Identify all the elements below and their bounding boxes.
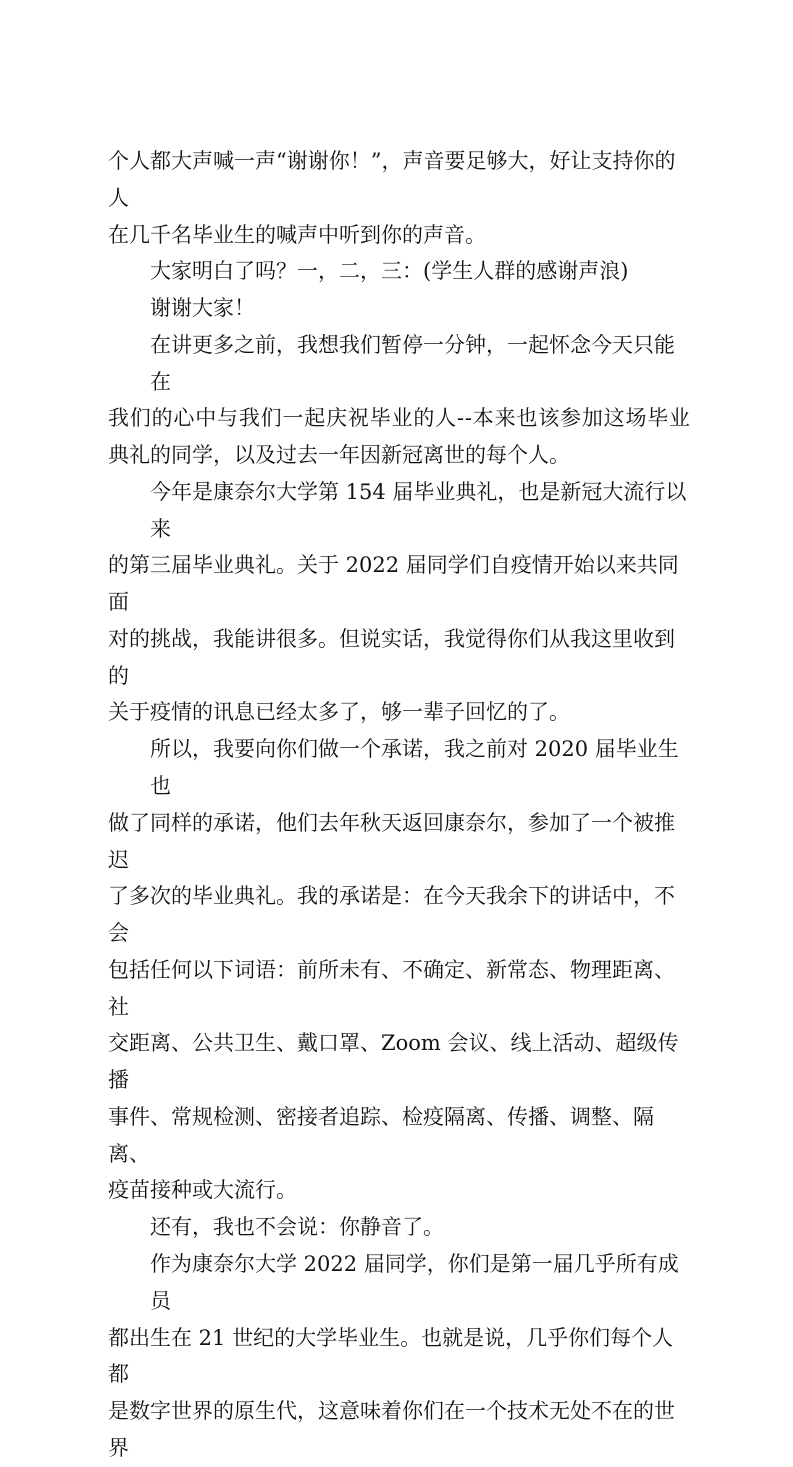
text-line: 所以，我要向你们做一个承诺，我之前对 2020 届毕业生也	[150, 737, 679, 799]
text-line: 今年是康奈尔大学第 154 届毕业典礼，也是新冠大流行以来	[150, 479, 687, 541]
document-page	[108, 143, 690, 1467]
text-line: 做了同样的承诺，他们去年秋天返回康奈尔，参加了一个被推迟	[108, 810, 675, 872]
text-line: 事件、常规检测、密接者追踪、检疫隔离、传播、调整、隔离、	[108, 1104, 654, 1166]
text-line: 作为康奈尔大学 2022 届同学，你们是第一届几乎所有成员	[150, 1251, 679, 1313]
text-line: 典礼的同学，以及过去一年因新冠离世的每个人。	[108, 443, 570, 468]
text-line: 个人都大声喊一声“谢谢你！”，声音要足够大，好让支持你的人	[108, 149, 676, 210]
text-line: 疫苗接种或大流行。	[108, 1178, 297, 1203]
text-line: 都出生在 21 世纪的大学毕业生。也就是说，几乎你们每个人都	[108, 1325, 674, 1387]
text-line: 包括任何以下词语：前所未有、不确定、新常态、物理距离、社	[108, 957, 675, 1019]
text-line: 是数字世界的原生代，这意味着你们在一个技术无处不在的世界	[108, 1399, 675, 1460]
text-line: 交距离、公共卫生、戴口罩、Zoom 会议、线上活动、超级传播	[108, 1031, 679, 1093]
text-line: 谢谢大家！	[150, 296, 255, 321]
text-line: 了多次的毕业典礼。我的承诺是：在今天我余下的讲话中，不会	[108, 884, 675, 946]
text-line: 关于疫情的讯息已经太多了，够一辈子回忆的了。	[108, 700, 570, 725]
text-line: 在讲更多之前，我想我们暂停一分钟，一起怀念今天只能在	[150, 332, 675, 394]
text-line: 我们的心中与我们一起庆祝毕业的人--本来也该参加这场毕业	[108, 406, 691, 431]
text-line: 还有，我也不会说：你静音了。	[150, 1215, 444, 1240]
text-line: 对的挑战，我能讲很多。但说实话，我觉得你们从我这里收到的	[108, 626, 675, 688]
text-line: 大家明白了吗？一，二，三：(学生人群的感谢声浪)	[150, 259, 629, 284]
text-line: 的第三届毕业典礼。关于 2022 届同学们自疫情开始以来共同面	[108, 553, 679, 615]
text-line: 在几千名毕业生的喊声中听到你的声音。	[108, 222, 486, 247]
